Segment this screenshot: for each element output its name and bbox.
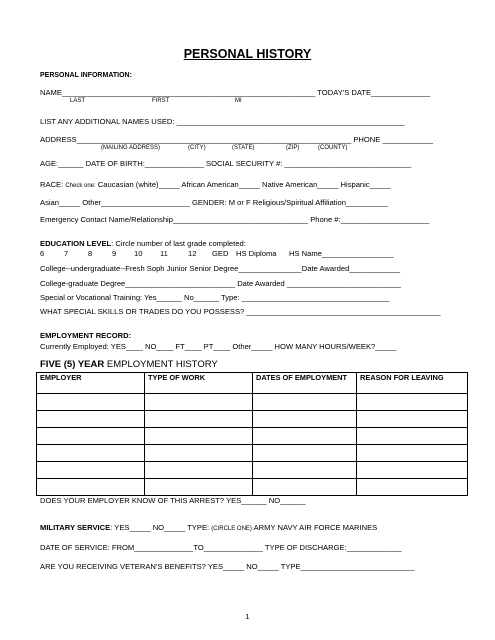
special-skills-line[interactable]: WHAT SPECIAL SKILLS OR TRADES DO YOU POSSESS? ______________________________________________ <box>40 307 441 316</box>
page-title: PERSONAL HISTORY <box>183 47 312 61</box>
employment-record-heading: EMPLOYMENT RECORD: <box>40 331 132 340</box>
address-sub-zip: (ZIP) <box>286 145 300 151</box>
table-cell[interactable] <box>37 479 145 496</box>
hs-name-field[interactable]: HS Name_________________ <box>289 249 394 258</box>
table-row <box>37 394 468 411</box>
table-cell[interactable] <box>145 428 253 445</box>
table-row <box>37 462 468 479</box>
column-header-reason: REASON FOR LEAVING <box>357 373 468 394</box>
grade-option[interactable]: 10 <box>134 249 143 258</box>
name-sub-first: FIRST <box>152 98 170 104</box>
grade-option[interactable]: 9 <box>112 249 117 258</box>
table-cell[interactable] <box>253 479 357 496</box>
column-header-type-of-work: TYPE OF WORK <box>145 373 253 394</box>
circle-one-note: (CIRCLE ONE) <box>211 526 252 532</box>
education-instruction: : Circle number of last grade completed: <box>111 239 246 248</box>
address-sub-city: (CITY) <box>188 145 206 151</box>
table-cell[interactable] <box>145 394 253 411</box>
currently-employed-line[interactable]: Currently Employed: YES____ NO____ FT____ PT____ Other_____ HOW MANY HOURS/WEEK?_____ <box>40 342 397 351</box>
table-cell[interactable] <box>37 462 145 479</box>
military-service-line[interactable] <box>40 524 377 532</box>
table-row <box>37 411 468 428</box>
table-row <box>37 479 468 496</box>
grade-option[interactable]: 8 <box>88 249 93 258</box>
table-cell[interactable] <box>145 411 253 428</box>
grade-option[interactable]: 6 <box>40 249 45 258</box>
military-service-label: MILITARY SERVICE <box>40 523 111 532</box>
employment-history-table <box>36 372 468 496</box>
emergency-contact-line[interactable]: Emergency Contact Name/Relationship________________________________ Phone #:_____________________ <box>40 215 430 224</box>
asian-gender-religion-line[interactable]: Asian_____ Other_____________________ GENDER: M or F Religious/Spiritual Affiliation__________ <box>40 198 389 207</box>
column-header-dates: DATES OF EMPLOYMENT <box>253 373 357 394</box>
table-cell[interactable] <box>357 462 468 479</box>
education-heading: EDUCATION LEVEL <box>40 239 112 248</box>
table-cell[interactable] <box>253 394 357 411</box>
grade-option[interactable]: 11 <box>160 249 168 258</box>
service-date-line[interactable]: DATE OF SERVICE: FROM______________TO______________ TYPE OF DISCHARGE:_____________ <box>40 543 402 552</box>
table-cell[interactable] <box>145 445 253 462</box>
table-cell[interactable] <box>357 411 468 428</box>
additional-names-line[interactable]: LIST ANY ADDITIONAL NAMES USED: ______________________________________________________ <box>40 117 405 126</box>
education-heading-line <box>40 240 246 248</box>
table-cell[interactable] <box>357 428 468 445</box>
grade-option[interactable]: 7 <box>64 249 69 258</box>
table-cell[interactable] <box>253 428 357 445</box>
veteran-benefits-line[interactable]: ARE YOU RECEIVING VETERAN'S BENEFITS? YES_____ NO_____ TYPE___________________________ <box>40 562 415 571</box>
table-cell[interactable] <box>253 411 357 428</box>
grade-option[interactable]: GED <box>212 249 229 258</box>
table-cell[interactable] <box>145 462 253 479</box>
table-row <box>37 445 468 462</box>
column-header-employer: EMPLOYER <box>37 373 145 394</box>
address-sub-mailing: (MAILING ADDRESS) <box>101 145 161 151</box>
employment-rows <box>37 394 468 496</box>
name-field-line[interactable]: NAME____________________________________________________________ TODAY'S DATE______________ <box>40 88 431 97</box>
race-line[interactable] <box>40 181 391 189</box>
arrest-question-line[interactable]: DOES YOUR EMPLOYER KNOW OF THIS ARREST? YES______ NO______ <box>40 496 306 505</box>
table-cell[interactable] <box>357 394 468 411</box>
military-branches[interactable]: ARMY NAVY AIR FORCE MARINES <box>251 523 378 532</box>
personal-information-heading: PERSONAL INFORMATION: <box>40 72 132 79</box>
race-options[interactable]: Caucasian (white)_____ African American_____ Native American_____ Hispanic_____ <box>95 180 391 189</box>
college-undergraduate-line[interactable]: College--undergraduate--Fresh Soph Junior Senior Degree_______________Date Awarded____________ <box>40 264 400 273</box>
table-cell[interactable] <box>145 479 253 496</box>
page-number: 1 <box>245 612 250 621</box>
race-check-one: Check one: <box>65 183 96 189</box>
table-cell[interactable] <box>37 394 145 411</box>
military-yes-no-type[interactable]: : YES_____ NO_____ TYPE: <box>110 523 212 532</box>
table-cell[interactable] <box>37 411 145 428</box>
employment-history-heading: FIVE (5) YEAR EMPLOYMENT HISTORY <box>40 359 218 370</box>
special-training-line[interactable]: Special or Vocational Training: Yes______ No______ Type: ___________________________________ <box>40 293 390 302</box>
table-cell[interactable] <box>357 445 468 462</box>
table-cell[interactable] <box>357 479 468 496</box>
name-sub-mi: MI <box>235 98 242 104</box>
table-cell[interactable] <box>37 428 145 445</box>
table-row <box>37 428 468 445</box>
table-header-row <box>37 373 468 394</box>
age-dob-ssn-line[interactable]: AGE:______ DATE OF BIRTH:______________ SOCIAL SECURITY #: ______________________________ <box>40 159 412 168</box>
grade-option[interactable]: 12 <box>188 249 197 258</box>
table-cell[interactable] <box>253 445 357 462</box>
grade-option[interactable]: HS Diploma <box>236 249 277 258</box>
address-field-line[interactable]: ADDRESS_________________________________________________________________ PHONE ____________ <box>40 135 434 144</box>
address-sub-state: (STATE) <box>232 145 255 151</box>
table-cell[interactable] <box>37 445 145 462</box>
race-label: RACE: <box>40 180 66 189</box>
table-cell[interactable] <box>253 462 357 479</box>
college-graduate-line[interactable]: College-graduate Degree__________________________ Date Awarded ___________________________ <box>40 279 401 288</box>
name-sub-last: LAST <box>70 98 86 104</box>
address-sub-county: (COUNTY) <box>318 145 348 151</box>
